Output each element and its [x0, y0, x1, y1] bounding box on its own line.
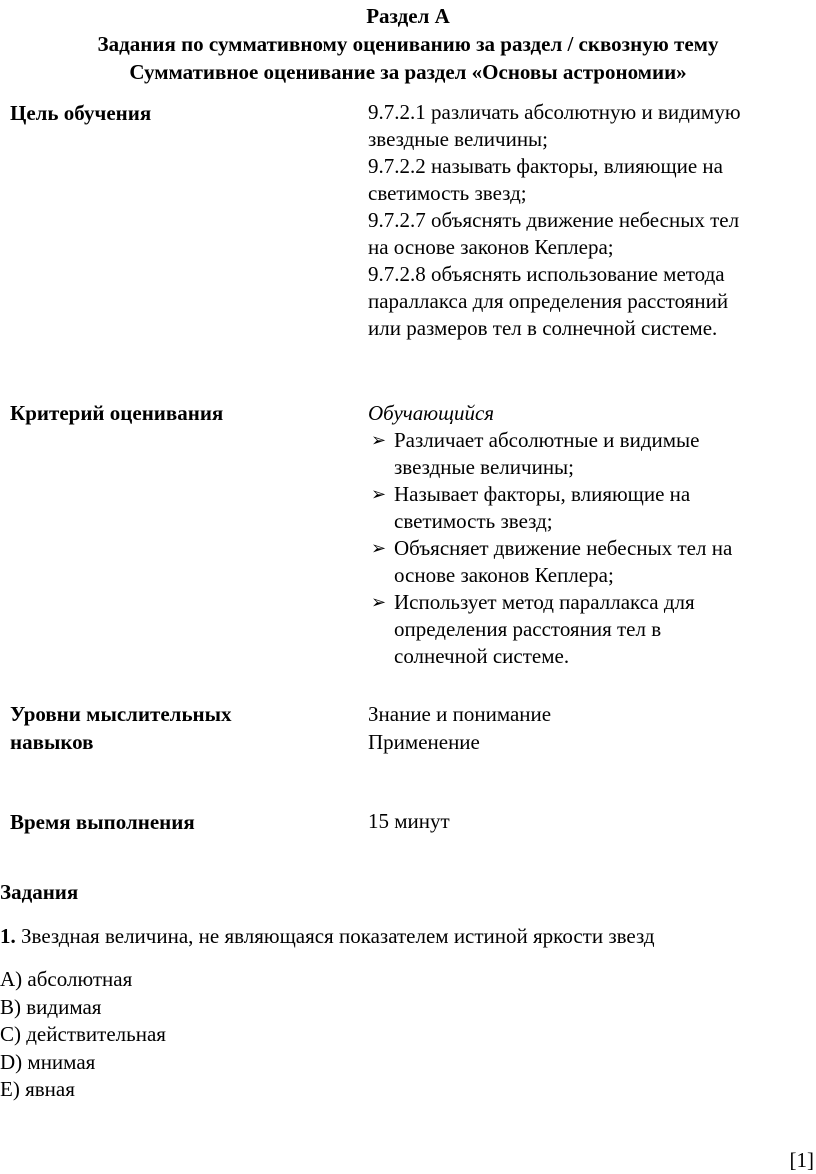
- criteria-intro: Обучающийся: [368, 401, 495, 425]
- tasks-heading: Задания: [0, 880, 79, 904]
- criterion-line: Объясняет движение небесных тел на: [394, 536, 733, 560]
- criteria-label: Критерий оценивания: [10, 401, 224, 425]
- criterion-line: Использует метод параллакса для: [394, 590, 695, 614]
- section-subtitle: Задания по суммативному оцениванию за раздел / сквозную тему: [97, 32, 719, 56]
- time-value: 15 минут: [368, 809, 450, 833]
- criterion-line: определения расстояния тел в: [394, 617, 662, 641]
- levels-values: [368, 700, 808, 756]
- objective-line: звездные величины;: [368, 127, 548, 151]
- answer-option: А) абсолютная: [0, 967, 133, 991]
- score-mark: [1]: [789, 1148, 814, 1172]
- levels-label-line: навыков: [10, 730, 94, 754]
- objective-line: или размеров тел в солнечной системе.: [368, 316, 718, 340]
- levels-label-line: Уровни мыслительных: [10, 702, 232, 726]
- answer-options: [0, 966, 166, 1104]
- criterion-line: солнечной системе.: [394, 644, 570, 668]
- list-item: [368, 427, 808, 481]
- criteria-list: [368, 427, 808, 670]
- criterion-line: Различает абсолютные и видимые: [394, 428, 700, 452]
- criterion-line: светимость звезд;: [394, 509, 553, 533]
- question-text: Звездная величина, не являющаяся показателем истиной яркости звезд: [15, 924, 655, 948]
- list-item: [368, 589, 808, 670]
- arrowhead-bullet-icon: ➢: [371, 430, 387, 451]
- criterion-line: основе законов Кеплера;: [394, 563, 614, 587]
- arrowhead-bullet-icon: ➢: [371, 592, 387, 613]
- answer-option: С) действительная: [0, 1022, 166, 1046]
- answer-option: В) видимая: [0, 994, 102, 1019]
- answer-option: Е) явная: [0, 1077, 75, 1101]
- arrowhead-bullet-icon: ➢: [371, 484, 387, 505]
- list-item: [368, 535, 808, 589]
- objective-line: на основе законов Кеплера;: [368, 235, 614, 259]
- objective-line: 9.7.2.1 различать абсолютную и видимую: [368, 100, 741, 124]
- question-number: 1.: [0, 924, 16, 948]
- objective-line: параллакса для определения расстояний: [368, 289, 729, 313]
- arrowhead-bullet-icon: ➢: [371, 538, 387, 559]
- levels-label: [10, 700, 232, 756]
- objective-line: 9.7.2.2 называть факторы, влияющие на: [368, 154, 723, 178]
- question-1: [0, 922, 655, 950]
- criteria-block: [368, 399, 808, 670]
- objectives-label: Цель обучения: [10, 101, 152, 125]
- objective-line: 9.7.2.7 объяснять движение небесных тел: [368, 208, 740, 232]
- section-heading: Раздел А: [366, 4, 450, 28]
- list-item: [368, 481, 808, 535]
- objective-line: светимость звезд;: [368, 181, 527, 205]
- criterion-line: звездные величины;: [394, 455, 574, 479]
- time-label: Время выполнения: [10, 810, 195, 834]
- objective-line: 9.7.2.8 объяснять использование метода: [368, 262, 725, 286]
- criterion-line: Называет факторы, влияющие на: [394, 482, 691, 506]
- level-value: Применение: [368, 730, 480, 754]
- objectives-list: [368, 99, 808, 342]
- section-title: Суммативное оценивание за раздел «Основы астрономии»: [129, 60, 687, 84]
- level-value: Знание и понимание: [368, 702, 552, 726]
- answer-option: D) мнимая: [0, 1049, 96, 1074]
